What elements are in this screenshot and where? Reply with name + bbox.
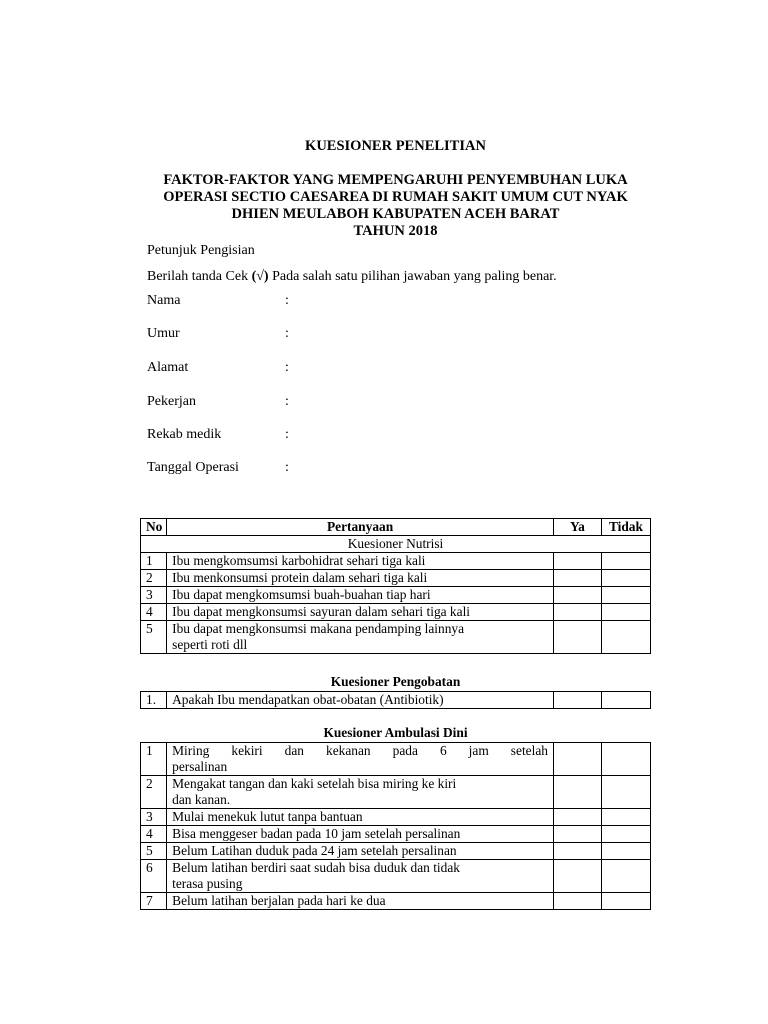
check-mark-icon: (√) [251,269,269,284]
answer-no-cell[interactable] [601,843,650,860]
row-question [167,621,554,654]
subtitle-line: DHIEN MEULABOH KABUPATEN ACEH BARAT [231,206,560,222]
row-number: 3 [141,587,167,604]
field-umur[interactable] [147,325,447,343]
answer-yes-cell[interactable] [553,743,601,776]
field-label: Tanggal Operasi [147,460,239,475]
table-header-row [141,519,651,536]
table-row [141,570,651,587]
answer-yes-cell[interactable] [553,826,601,843]
table-row [141,826,651,843]
table-row [141,809,651,826]
answer-yes-cell[interactable] [553,621,601,654]
header-yes: Ya [553,519,601,536]
answer-no-cell[interactable] [601,809,650,826]
section-row [141,536,651,553]
header-no-answer: Tidak [601,519,650,536]
row-question-line: persalinan [172,759,228,774]
answer-yes-cell[interactable] [553,587,601,604]
answer-no-cell[interactable] [601,621,650,654]
nutrition-table [140,518,651,654]
answer-yes-cell[interactable] [553,553,601,570]
answer-no-cell[interactable] [601,553,650,570]
answer-no-cell[interactable] [601,776,650,809]
header-no: No [141,519,167,536]
row-number: 5 [141,621,167,654]
row-question-line: Mengakat tangan dan kaki setelah bisa miring ke kiri [172,776,457,791]
row-number: 6 [141,860,167,893]
row-question-line: dan kanan. [172,792,231,807]
field-pekerjan[interactable] [147,393,447,411]
table-row [141,621,651,654]
field-label: Alamat [147,360,189,375]
table-row [141,743,651,776]
subtitle-line: OPERASI SECTIO CAESAREA DI RUMAH SAKIT UMUM CUT NYAK [163,189,628,205]
field-label: Rekab medik [147,427,222,442]
row-number: 4 [141,826,167,843]
answer-no-cell[interactable] [601,826,650,843]
table-row [141,893,651,910]
answer-yes-cell[interactable] [553,692,601,709]
instructions-text [147,268,557,285]
answer-no-cell[interactable] [601,743,650,776]
row-question: Ibu dapat mengkomsumsi buah-buahan tiap hari [167,587,554,604]
instructions-text-before: Berilah tanda Cek [147,269,252,284]
row-number: 2 [141,570,167,587]
field-label: Nama [147,293,181,308]
answer-no-cell[interactable] [601,604,650,621]
answer-yes-cell[interactable] [553,860,601,893]
answer-yes-cell[interactable] [553,776,601,809]
answer-yes-cell[interactable] [553,893,601,910]
header-question: Pertanyaan [167,519,554,536]
row-question: Ibu menkonsumsi protein dalam sehari tiga kali [167,570,554,587]
answer-yes-cell[interactable] [553,604,601,621]
row-question: Ibu dapat mengkonsumsi sayuran dalam sehari tiga kali [167,604,554,621]
row-question [167,860,554,893]
row-question-line: Ibu dapat mengkonsumsi makana pendamping lainnya [172,621,465,636]
field-colon: : [285,460,289,475]
row-number: 1 [141,553,167,570]
field-nama[interactable] [147,292,447,310]
instructions-text-after: Pada salah satu pilihan jawaban yang paling benar. [268,269,557,284]
table-row [141,692,651,709]
field-label: Umur [147,326,180,341]
row-question [167,743,554,776]
table-row [141,776,651,809]
row-number: 5 [141,843,167,860]
subtitle-line: TAHUN 2018 [353,223,438,239]
row-question-line: seperti roti dll [172,637,248,652]
field-colon: : [285,360,289,375]
table-row [141,604,651,621]
row-question-line: Miring kekiri dan kekanan pada 6 jam setelah [172,743,548,758]
row-question: Mulai menekuk lutut tanpa bantuan [167,809,554,826]
answer-yes-cell[interactable] [553,843,601,860]
row-number: 4 [141,604,167,621]
row-question-line: terasa pusing [172,876,243,891]
table-row [141,843,651,860]
answer-no-cell[interactable] [601,893,650,910]
ambulation-section-title: Kuesioner Ambulasi Dini [323,725,468,740]
row-number: 2 [141,776,167,809]
answer-no-cell[interactable] [601,570,650,587]
row-question-line: Belum latihan berdiri saat sudah bisa duduk dan tidak [172,860,460,875]
row-number: 1 [141,743,167,776]
field-tanggal-operasi[interactable] [147,459,447,477]
table-row [141,553,651,570]
field-colon: : [285,394,289,409]
row-number: 1. [141,692,167,709]
nutrition-section-title: Kuesioner Nutrisi [141,536,651,553]
answer-no-cell[interactable] [601,692,650,709]
table-row [141,860,651,893]
row-question: Apakah Ibu mendapatkan obat-obatan (Antibiotik) [167,692,554,709]
field-colon: : [285,326,289,341]
row-number: 3 [141,809,167,826]
medication-section-title: Kuesioner Pengobatan [330,674,461,689]
field-rekab-medik[interactable] [147,426,447,444]
answer-yes-cell[interactable] [553,570,601,587]
row-question: Belum Latihan duduk pada 24 jam setelah persalinan [167,843,554,860]
row-question: Bisa menggeser badan pada 10 jam setelah persalinan [167,826,554,843]
field-colon: : [285,427,289,442]
field-colon: : [285,293,289,308]
instructions-heading: Petunjuk Pengisian [147,243,255,258]
answer-yes-cell[interactable] [553,809,601,826]
row-question: Belum latihan berjalan pada hari ke dua [167,893,554,910]
subtitle-line: FAKTOR-FAKTOR YANG MEMPENGARUHI PENYEMBUHAN LUKA [163,172,628,188]
answer-no-cell[interactable] [601,587,650,604]
page-title: KUESIONER PENELITIAN [305,138,486,154]
field-alamat[interactable] [147,359,447,377]
answer-no-cell[interactable] [601,860,650,893]
row-question: Ibu mengkomsumsi karbohidrat sehari tiga kali [167,553,554,570]
medication-table [140,691,651,709]
row-question [167,776,554,809]
research-subtitle [140,172,651,240]
row-number: 7 [141,893,167,910]
table-row [141,587,651,604]
ambulation-table [140,742,651,910]
field-label: Pekerjan [147,394,196,409]
